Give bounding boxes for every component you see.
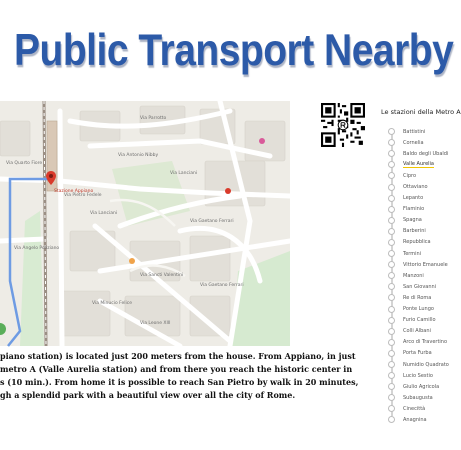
station-dot-icon <box>388 206 395 213</box>
map-label-street: Via Leone XIII <box>140 321 171 326</box>
metro-station-name: Valle Aurelia <box>403 161 434 168</box>
metro-station-item[interactable] <box>386 248 450 259</box>
station-dot-icon <box>388 405 395 412</box>
metro-station-item[interactable] <box>386 414 450 425</box>
metro-station-item[interactable] <box>386 237 450 248</box>
metro-station-name: Furio Camillo <box>403 317 436 324</box>
map-label-street: Via Quarto Fiore <box>6 161 43 166</box>
station-dot-icon <box>388 184 395 191</box>
metro-station-item[interactable] <box>386 159 450 170</box>
metro-station-name: Anagnina <box>403 416 427 423</box>
station-dot-icon <box>388 272 395 279</box>
station-dot-icon <box>388 372 395 379</box>
metro-station-name: Subaugusta <box>403 394 433 401</box>
metro-station-item[interactable] <box>386 370 450 381</box>
map-label-street: Via Lanciani <box>170 171 198 176</box>
metro-station-item[interactable] <box>386 148 450 159</box>
metro-station-name: Vittorio Emanuele <box>403 261 448 268</box>
station-dot-icon <box>388 195 395 202</box>
station-pin-icon[interactable] <box>46 171 56 185</box>
station-dot-icon <box>388 128 395 135</box>
station-dot-icon <box>388 416 395 423</box>
qr-code-icon[interactable] <box>321 103 365 147</box>
description-line: metro A (Valle Aurelia station) and from there you reach the historic center in <box>0 364 353 374</box>
metro-station-name: Colli Albani <box>403 328 431 335</box>
metro-station-item[interactable] <box>386 281 450 292</box>
station-dot-icon <box>388 394 395 401</box>
description-line: gh a splendid park with a beautiful view over all the city of Rome. <box>0 390 296 400</box>
station-dot-icon <box>388 217 395 224</box>
station-dot-icon <box>388 172 395 179</box>
station-dot-icon <box>388 306 395 313</box>
metro-station-item[interactable] <box>386 170 450 181</box>
map-label-street: Via Minucio Felice <box>92 301 133 306</box>
station-dot-icon <box>388 261 395 268</box>
metro-station-name: Porta Furba <box>403 350 432 357</box>
map-label-street: Via Gaetano Ferrari <box>190 219 234 224</box>
metro-station-item[interactable] <box>386 348 450 359</box>
station-dot-icon <box>388 283 395 290</box>
metro-station-name: Lepanto <box>403 195 424 202</box>
metro-station-item[interactable] <box>386 392 450 403</box>
metro-station-name: Ottaviano <box>403 184 428 191</box>
metro-station-item[interactable] <box>386 403 450 414</box>
map-label-station: Stazione Appiano <box>54 189 94 194</box>
metro-station-name: Cornelia <box>403 139 424 146</box>
station-dot-icon <box>388 339 395 346</box>
metro-station-item[interactable] <box>386 304 450 315</box>
station-dot-icon <box>388 239 395 246</box>
metro-station-name: Lucio Sestio <box>403 372 433 379</box>
station-dot-icon <box>388 150 395 157</box>
map-streets <box>0 101 290 346</box>
metro-station-item[interactable] <box>386 381 450 392</box>
map-view[interactable] <box>0 101 290 346</box>
station-dot-icon <box>388 361 395 368</box>
station-dot-icon <box>388 350 395 357</box>
metro-station-list <box>386 126 450 426</box>
metro-station-name: Ponte Lungo <box>403 306 434 313</box>
map-label-street: Via Lanciani <box>90 211 118 216</box>
metro-station-item[interactable] <box>386 193 450 204</box>
metro-station-item[interactable] <box>386 204 450 215</box>
metro-station-name: Flaminio <box>403 206 425 213</box>
station-dot-icon <box>388 328 395 335</box>
metro-station-item[interactable] <box>386 270 450 281</box>
metro-station-item[interactable] <box>386 315 450 326</box>
metro-station-name: San Giovanni <box>403 283 437 290</box>
description-text <box>0 350 360 402</box>
metro-station-item[interactable] <box>386 337 450 348</box>
metro-station-name: Manzoni <box>403 272 424 279</box>
page-title: Public Transport Nearby <box>14 26 454 76</box>
map-label-street: Via Pietro Fedele <box>64 193 102 198</box>
map-label-street: Via Gaetano Ferrari <box>200 283 244 288</box>
metro-station-item[interactable] <box>386 259 450 270</box>
metro-station-name: Cinecittà <box>403 405 426 412</box>
station-dot-icon <box>388 228 395 235</box>
description-line: s (10 min.). From home it is possible to reach San Pietro by walk in 20 minutes, <box>0 377 359 387</box>
metro-station-name: Termini <box>403 250 422 257</box>
metro-station-name: Arco di Travertino <box>403 339 448 346</box>
metro-station-item[interactable] <box>386 292 450 303</box>
metro-list-title: Le stazioni della Metro A <box>381 108 461 116</box>
station-dot-icon <box>388 317 395 324</box>
station-dot-icon <box>388 161 395 168</box>
metro-station-name: Giulio Agricola <box>403 383 440 390</box>
description-line: piano station) is located just 200 meters from the house. From Appiano, in just <box>0 351 356 361</box>
station-dot-icon <box>388 139 395 146</box>
metro-station-name: Baldo degli Ubaldi <box>403 150 449 157</box>
metro-station-item[interactable] <box>386 326 450 337</box>
map-label-street: Via Sancti Valentini <box>140 273 184 278</box>
metro-station-item[interactable] <box>386 126 450 137</box>
metro-station-item[interactable] <box>386 137 450 148</box>
metro-station-item[interactable] <box>386 226 450 237</box>
map-label-street: Via Angelo Poliziano <box>14 246 60 251</box>
map-label-street: Via Antonio Nibby <box>118 153 159 158</box>
metro-station-name: Numidio Quadrato <box>403 361 449 368</box>
metro-station-item[interactable] <box>386 215 450 226</box>
metro-station-name: Re di Roma <box>403 294 432 301</box>
metro-station-name: Cipro <box>403 172 417 179</box>
station-dot-icon <box>388 250 395 257</box>
metro-station-name: Battistini <box>403 128 426 135</box>
metro-station-item[interactable] <box>386 359 450 370</box>
metro-station-name: Spagna <box>403 217 422 224</box>
metro-station-item[interactable] <box>386 181 450 192</box>
station-dot-icon <box>388 383 395 390</box>
metro-station-name: Repubblica <box>403 239 431 246</box>
metro-station-name: Barberini <box>403 228 426 235</box>
map-label-street: Via Parrotto <box>140 116 167 121</box>
station-dot-icon <box>388 294 395 301</box>
